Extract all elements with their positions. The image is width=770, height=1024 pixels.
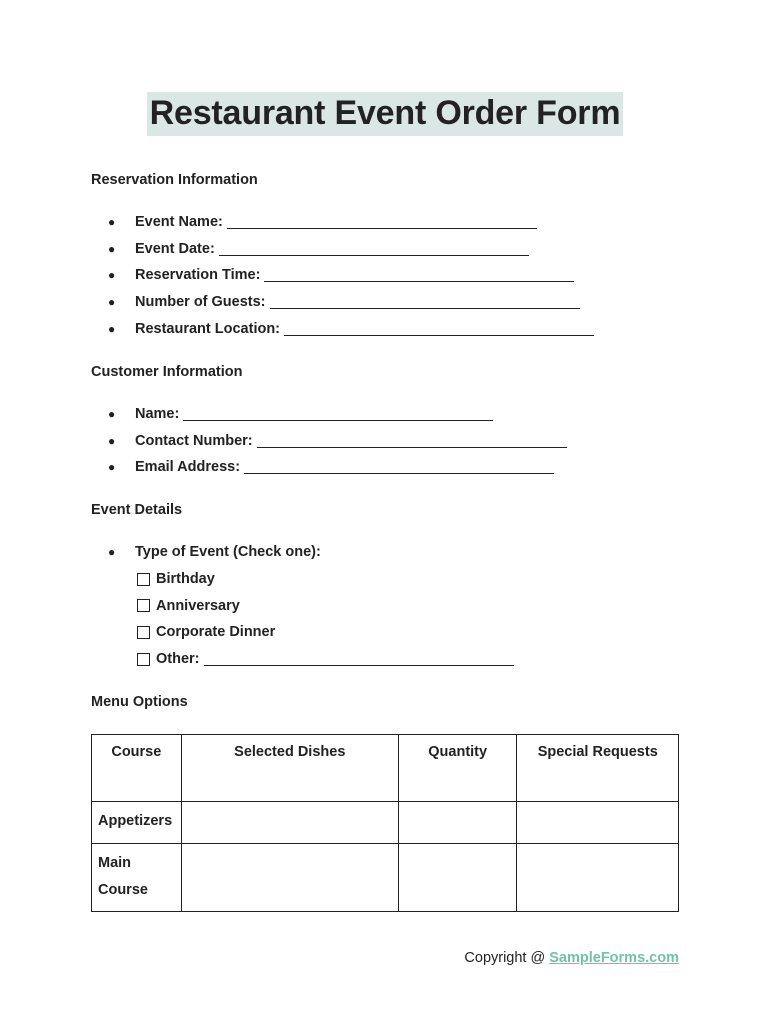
contact-number-blank[interactable]: [257, 434, 567, 448]
field-label: Event Date:: [135, 240, 215, 257]
customer-field-list: [108, 401, 567, 481]
event-type-label-row: [108, 539, 321, 566]
column-header-quantity: Quantity: [398, 735, 517, 802]
menu-options-heading: Menu Options: [91, 694, 188, 710]
cell-special-requests[interactable]: [517, 844, 679, 912]
bullet-icon: ●: [108, 545, 116, 560]
checkbox-icon[interactable]: [137, 573, 150, 586]
bullet-icon: ●: [108, 268, 116, 283]
field-label: Name:: [135, 406, 180, 423]
event-type-options: [136, 566, 514, 672]
checkbox-icon[interactable]: [137, 599, 150, 612]
bullet-icon: ●: [108, 460, 116, 475]
field-event-date: [108, 236, 594, 263]
field-email-address: [108, 454, 567, 481]
field-name: [108, 401, 567, 428]
row-label-appetizers: Appetizers: [92, 802, 182, 844]
customer-heading: Customer Information: [91, 364, 243, 380]
event-details-heading: Event Details: [91, 502, 183, 518]
number-of-guests-blank[interactable]: [270, 295, 580, 309]
reservation-heading: Reservation Information: [91, 172, 258, 188]
other-blank[interactable]: [204, 652, 514, 666]
copyright-text: Copyright @: [464, 950, 546, 966]
table-row: [92, 802, 679, 844]
checkbox-icon[interactable]: [137, 653, 150, 666]
column-header-course: Course: [92, 735, 182, 802]
row-label-main-course: Main Course: [92, 844, 182, 912]
bullet-icon: ●: [108, 295, 116, 310]
email-address-blank[interactable]: [244, 460, 554, 474]
cell-quantity[interactable]: [398, 802, 517, 844]
field-reservation-time: [108, 262, 594, 289]
page-title: Restaurant Event Order Form: [147, 92, 624, 136]
name-blank[interactable]: [183, 407, 493, 421]
option-birthday[interactable]: [136, 566, 514, 593]
event-name-blank[interactable]: [227, 215, 537, 229]
option-corporate-dinner[interactable]: [136, 619, 514, 646]
field-number-of-guests: [108, 289, 594, 316]
column-header-selected-dishes: Selected Dishes: [181, 735, 398, 802]
bullet-icon: ●: [108, 215, 116, 230]
field-contact-number: [108, 428, 567, 455]
cell-special-requests[interactable]: [517, 802, 679, 844]
reservation-time-blank[interactable]: [264, 268, 574, 282]
table-row: [92, 844, 679, 912]
option-label: Anniversary: [156, 597, 240, 614]
option-other[interactable]: [136, 646, 514, 673]
field-label: Reservation Time:: [135, 267, 261, 284]
option-label: Corporate Dinner: [156, 624, 276, 641]
menu-table: [91, 734, 679, 912]
bullet-icon: ●: [108, 407, 116, 422]
copyright-footer: [464, 950, 679, 966]
reservation-field-list: [108, 209, 594, 342]
option-label: Other:: [156, 651, 200, 668]
option-label: Birthday: [156, 571, 215, 588]
option-anniversary[interactable]: [136, 593, 514, 620]
brand-link[interactable]: SampleForms.com: [549, 950, 679, 966]
field-restaurant-location: [108, 315, 594, 342]
bullet-icon: ●: [108, 433, 116, 448]
cell-quantity[interactable]: [398, 844, 517, 912]
checkbox-icon[interactable]: [137, 626, 150, 639]
cell-selected-dishes[interactable]: [181, 844, 398, 912]
cell-selected-dishes[interactable]: [181, 802, 398, 844]
field-label: Event Name:: [135, 214, 223, 231]
event-type-list: [108, 539, 321, 566]
restaurant-location-blank[interactable]: [284, 322, 594, 336]
bullet-icon: ●: [108, 241, 116, 256]
title-container: [0, 92, 770, 136]
column-header-special-requests: Special Requests: [517, 735, 679, 802]
field-label: Contact Number:: [135, 432, 253, 449]
event-date-blank[interactable]: [219, 242, 529, 256]
field-event-name: [108, 209, 594, 236]
bullet-icon: ●: [108, 321, 116, 336]
event-type-label: Type of Event (Check one):: [135, 544, 321, 561]
table-header-row: [92, 735, 679, 802]
field-label: Restaurant Location:: [135, 320, 281, 337]
field-label: Number of Guests:: [135, 294, 266, 311]
field-label: Email Address:: [135, 459, 241, 476]
